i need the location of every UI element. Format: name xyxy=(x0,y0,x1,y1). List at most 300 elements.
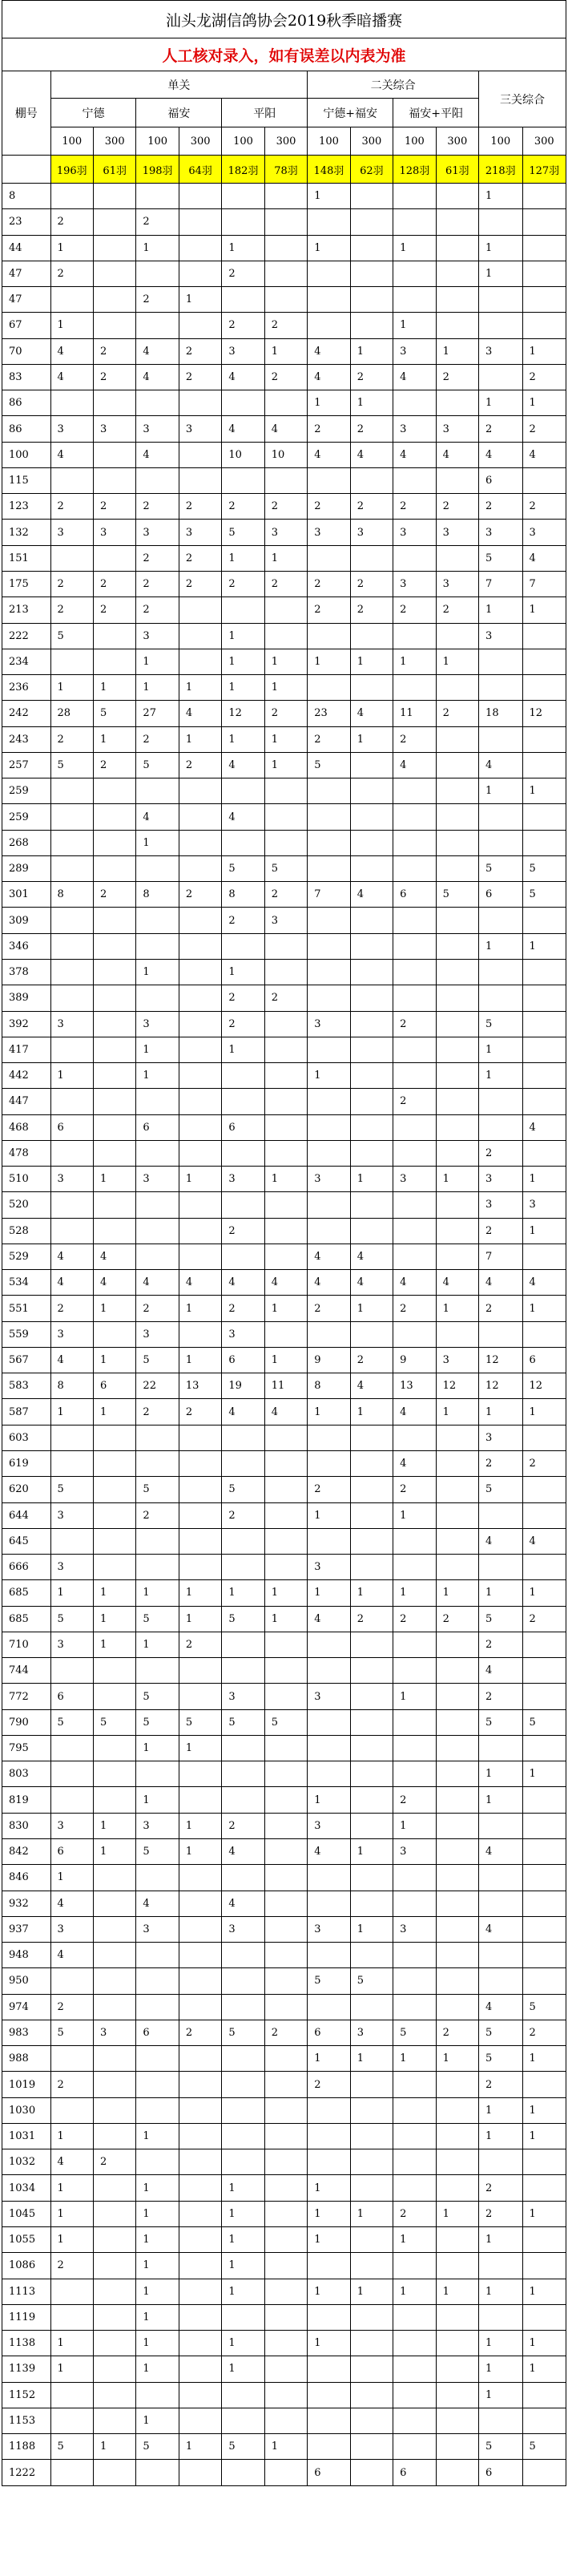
count-cell: 2 xyxy=(264,571,307,596)
count-cell xyxy=(93,1192,135,1218)
count-cell xyxy=(222,2046,264,2072)
count-cell xyxy=(222,1968,264,1994)
count-cell: 4 xyxy=(522,442,566,467)
table-row xyxy=(2,933,566,959)
count-cell: 4 xyxy=(393,1399,436,1425)
loft-number-cell: 47 xyxy=(2,261,51,286)
count-cell xyxy=(93,1943,135,1968)
count-cell xyxy=(350,1114,393,1140)
count-cell xyxy=(136,1658,179,1684)
count-cell: 4 xyxy=(222,416,264,442)
count-cell xyxy=(222,1943,264,1968)
count-cell xyxy=(393,390,436,416)
loft-number-cell: 86 xyxy=(2,416,51,442)
count-cell: 1 xyxy=(393,2226,436,2252)
count-cell: 3 xyxy=(179,520,221,545)
distance-header-cell: 300 xyxy=(522,127,566,156)
count-cell: 1 xyxy=(393,2279,436,2304)
table-row xyxy=(2,416,566,442)
count-cell xyxy=(93,933,135,959)
count-cell xyxy=(179,2356,221,2382)
table-row xyxy=(2,908,566,933)
count-cell xyxy=(393,1891,436,1916)
count-cell: 3 xyxy=(136,1011,179,1037)
count-cell xyxy=(308,1192,350,1218)
count-cell xyxy=(93,778,135,804)
count-cell xyxy=(222,2072,264,2097)
count-cell xyxy=(350,908,393,933)
count-cell: 1 xyxy=(436,1296,478,1321)
count-cell xyxy=(308,1528,350,1554)
count-cell: 2 xyxy=(264,882,307,908)
count-cell xyxy=(136,908,179,933)
count-cell xyxy=(50,1658,93,1684)
count-cell: 1 xyxy=(522,1761,566,1787)
count-cell: 2 xyxy=(479,1632,522,1657)
count-cell xyxy=(436,933,478,959)
count-cell xyxy=(350,545,393,571)
count-cell: 1 xyxy=(50,1580,93,1606)
count-cell: 6 xyxy=(50,1839,93,1865)
count-cell xyxy=(93,1684,135,1709)
count-cell: 1 xyxy=(350,390,393,416)
count-cell xyxy=(264,1244,307,1269)
count-cell: 3 xyxy=(93,416,135,442)
count-cell xyxy=(350,1709,393,1735)
count-cell: 1 xyxy=(393,1580,436,1606)
count-cell xyxy=(93,1477,135,1502)
count-cell: 3 xyxy=(264,908,307,933)
loft-number-cell: 70 xyxy=(2,338,51,364)
total-count-cell: 182羽 xyxy=(222,156,264,184)
count-cell: 18 xyxy=(479,701,522,726)
count-cell: 2 xyxy=(436,597,478,623)
count-cell: 1 xyxy=(136,1787,179,1813)
count-cell: 4 xyxy=(179,701,221,726)
count-cell: 2 xyxy=(93,571,135,596)
count-cell xyxy=(436,1477,478,1502)
count-cell: 6 xyxy=(308,2020,350,2045)
count-cell xyxy=(50,184,93,209)
count-cell xyxy=(93,442,135,467)
distance-header-cell: 300 xyxy=(179,127,221,156)
count-cell: 1 xyxy=(350,338,393,364)
count-cell xyxy=(393,778,436,804)
count-cell: 6 xyxy=(393,882,436,908)
count-cell: 1 xyxy=(50,1399,93,1425)
loft-number-cell: 685 xyxy=(2,1606,51,1632)
count-cell: 5 xyxy=(522,1994,566,2020)
count-cell xyxy=(50,1425,93,1450)
count-cell xyxy=(393,1321,436,1347)
loft-number-cell: 132 xyxy=(2,520,51,545)
count-cell: 3 xyxy=(136,623,179,649)
count-cell xyxy=(350,2097,393,2123)
count-cell xyxy=(264,2460,307,2485)
count-cell xyxy=(308,933,350,959)
count-cell xyxy=(436,1218,478,1244)
count-cell: 4 xyxy=(222,1270,264,1296)
count-cell xyxy=(179,1192,221,1218)
count-cell: 1 xyxy=(350,1399,393,1425)
count-cell: 1 xyxy=(222,2201,264,2226)
count-cell xyxy=(264,2201,307,2226)
table-row xyxy=(2,2279,566,2304)
count-cell xyxy=(179,1891,221,1916)
count-cell: 1 xyxy=(308,2226,350,2252)
loft-number-cell: 123 xyxy=(2,494,51,520)
count-cell: 2 xyxy=(522,1606,566,1632)
count-cell: 4 xyxy=(50,442,93,467)
loft-number-cell: 234 xyxy=(2,649,51,674)
count-cell: 1 xyxy=(393,2046,436,2072)
count-cell: 2 xyxy=(393,1606,436,1632)
count-cell: 1 xyxy=(522,778,566,804)
count-cell: 5 xyxy=(222,855,264,881)
count-cell xyxy=(264,1528,307,1554)
count-cell: 11 xyxy=(393,701,436,726)
count-cell: 1 xyxy=(479,184,522,209)
count-cell: 5 xyxy=(50,2434,93,2460)
count-cell: 6 xyxy=(136,1114,179,1140)
count-cell: 1 xyxy=(350,1580,393,1606)
count-cell: 1 xyxy=(93,1606,135,1632)
count-cell: 1 xyxy=(522,338,566,364)
count-cell xyxy=(264,1916,307,1942)
count-cell: 2 xyxy=(393,1089,436,1114)
count-cell xyxy=(308,623,350,649)
count-cell: 1 xyxy=(264,649,307,674)
count-cell xyxy=(436,1321,478,1347)
count-cell: 5 xyxy=(479,1709,522,1735)
count-cell xyxy=(264,2304,307,2330)
loft-number-cell: 236 xyxy=(2,675,51,701)
count-cell xyxy=(308,1632,350,1657)
count-cell: 3 xyxy=(93,520,135,545)
count-cell: 2 xyxy=(136,1399,179,1425)
count-cell: 4 xyxy=(136,442,179,467)
count-cell: 4 xyxy=(308,338,350,364)
count-cell xyxy=(436,804,478,830)
count-cell xyxy=(179,1063,221,1089)
count-cell: 3 xyxy=(308,1167,350,1192)
count-cell xyxy=(179,2175,221,2201)
count-cell xyxy=(264,1114,307,1140)
count-cell xyxy=(479,1968,522,1994)
count-cell xyxy=(93,1528,135,1554)
count-cell: 1 xyxy=(479,933,522,959)
count-cell: 3 xyxy=(308,1684,350,1709)
count-cell xyxy=(393,675,436,701)
count-cell: 3 xyxy=(308,1916,350,1942)
count-cell: 2 xyxy=(308,726,350,752)
count-cell xyxy=(436,545,478,571)
count-cell xyxy=(350,1555,393,1580)
count-cell: 2 xyxy=(522,364,566,390)
count-cell: 2 xyxy=(264,701,307,726)
count-cell: 2 xyxy=(93,2149,135,2175)
count-cell: 1 xyxy=(350,649,393,674)
count-cell: 5 xyxy=(136,1606,179,1632)
count-cell xyxy=(264,2408,307,2433)
count-cell xyxy=(350,1321,393,1347)
count-cell xyxy=(436,2123,478,2149)
count-cell: 2 xyxy=(479,1218,522,1244)
count-cell: 5 xyxy=(50,2020,93,2045)
count-cell xyxy=(93,287,135,313)
count-cell xyxy=(350,467,393,493)
count-cell xyxy=(522,313,566,338)
loft-number-cell: 44 xyxy=(2,235,51,261)
count-cell: 3 xyxy=(222,1167,264,1192)
count-cell: 3 xyxy=(50,520,93,545)
count-cell xyxy=(264,1891,307,1916)
count-cell: 1 xyxy=(93,1167,135,1192)
table-row xyxy=(2,2097,566,2123)
loft-number-cell: 685 xyxy=(2,1580,51,1606)
count-cell: 5 xyxy=(222,2020,264,2045)
count-cell: 1 xyxy=(50,2331,93,2356)
count-cell xyxy=(93,649,135,674)
count-cell: 2 xyxy=(393,1787,436,1813)
count-cell xyxy=(393,2149,436,2175)
count-cell xyxy=(308,985,350,1011)
count-cell xyxy=(522,2460,566,2485)
count-cell xyxy=(179,313,221,338)
count-cell: 23 xyxy=(308,701,350,726)
count-cell: 4 xyxy=(308,364,350,390)
count-cell xyxy=(264,1502,307,1528)
count-cell: 4 xyxy=(136,364,179,390)
count-cell: 2 xyxy=(479,1140,522,1166)
count-cell: 1 xyxy=(179,1167,221,1192)
count-cell: 4 xyxy=(479,1528,522,1554)
count-cell xyxy=(436,830,478,855)
table-row xyxy=(2,1244,566,1269)
count-cell xyxy=(264,1089,307,1114)
count-cell: 8 xyxy=(308,1373,350,1399)
count-cell xyxy=(350,855,393,881)
count-cell xyxy=(222,1555,264,1580)
total-count-cell: 196羽 xyxy=(50,156,93,184)
loft-number-cell: 8 xyxy=(2,184,51,209)
table-row xyxy=(2,1140,566,1166)
count-cell xyxy=(479,985,522,1011)
table-row xyxy=(2,882,566,908)
table-row xyxy=(2,2382,566,2408)
count-cell xyxy=(179,1477,221,1502)
count-cell xyxy=(350,830,393,855)
count-cell: 13 xyxy=(393,1373,436,1399)
loft-number-cell: 559 xyxy=(2,1321,51,1347)
count-cell: 1 xyxy=(179,1735,221,1761)
count-cell: 6 xyxy=(479,2460,522,2485)
count-cell: 3 xyxy=(522,1192,566,1218)
table-row xyxy=(2,1451,566,1477)
count-cell xyxy=(264,467,307,493)
count-cell: 1 xyxy=(436,2279,478,2304)
count-cell xyxy=(179,623,221,649)
count-cell xyxy=(179,261,221,286)
count-cell: 2 xyxy=(308,1477,350,1502)
count-cell xyxy=(93,2226,135,2252)
loft-number-cell: 583 xyxy=(2,1373,51,1399)
count-cell: 1 xyxy=(222,235,264,261)
count-cell xyxy=(136,1425,179,1450)
count-cell: 4 xyxy=(50,364,93,390)
table-row xyxy=(2,2072,566,2097)
count-cell xyxy=(350,1502,393,1528)
total-count-cell: 62羽 xyxy=(350,156,393,184)
count-cell: 7 xyxy=(479,1244,522,1269)
count-cell: 1 xyxy=(179,1839,221,1865)
count-cell: 1 xyxy=(222,2253,264,2279)
loft-number-cell: 666 xyxy=(2,1555,51,1580)
count-cell: 1 xyxy=(93,1347,135,1373)
count-cell xyxy=(93,545,135,571)
count-cell xyxy=(50,649,93,674)
total-count-cell: 148羽 xyxy=(308,156,350,184)
count-cell: 4 xyxy=(50,2149,93,2175)
loft-number-cell: 259 xyxy=(2,804,51,830)
count-cell xyxy=(136,2460,179,2485)
table-row xyxy=(2,2149,566,2175)
count-cell xyxy=(179,597,221,623)
count-cell: 4 xyxy=(136,1270,179,1296)
count-cell xyxy=(436,1684,478,1709)
count-cell: 3 xyxy=(222,1684,264,1709)
count-cell xyxy=(264,2253,307,2279)
count-cell: 2 xyxy=(393,1477,436,1502)
count-cell: 1 xyxy=(479,597,522,623)
count-cell xyxy=(222,2382,264,2408)
count-cell: 1 xyxy=(479,1580,522,1606)
count-cell xyxy=(522,1477,566,1502)
count-cell: 1 xyxy=(179,726,221,752)
count-cell: 2 xyxy=(136,726,179,752)
count-cell: 2 xyxy=(264,364,307,390)
count-cell xyxy=(93,1037,135,1062)
count-cell: 12 xyxy=(436,1373,478,1399)
count-cell xyxy=(436,1761,478,1787)
count-cell xyxy=(350,1994,393,2020)
count-cell xyxy=(222,184,264,209)
count-cell xyxy=(393,2304,436,2330)
loft-number-cell: 528 xyxy=(2,1218,51,1244)
count-cell xyxy=(50,390,93,416)
count-cell xyxy=(522,235,566,261)
table-row xyxy=(2,235,566,261)
count-cell xyxy=(308,959,350,985)
count-cell xyxy=(179,2097,221,2123)
count-cell xyxy=(522,2408,566,2433)
count-cell xyxy=(522,1089,566,1114)
count-cell xyxy=(264,1735,307,1761)
count-cell xyxy=(93,1425,135,1450)
count-cell: 1 xyxy=(222,675,264,701)
count-cell xyxy=(264,623,307,649)
count-cell xyxy=(136,1994,179,2020)
count-cell: 1 xyxy=(436,1399,478,1425)
count-cell: 1 xyxy=(308,1787,350,1813)
count-cell: 1 xyxy=(308,390,350,416)
count-cell: 2 xyxy=(350,1606,393,1632)
count-cell: 22 xyxy=(136,1373,179,1399)
count-cell xyxy=(522,726,566,752)
count-cell xyxy=(522,467,566,493)
count-cell xyxy=(93,390,135,416)
table-row xyxy=(2,649,566,674)
count-cell xyxy=(264,2149,307,2175)
table-row xyxy=(2,701,566,726)
count-cell xyxy=(136,1865,179,1891)
count-cell: 2 xyxy=(393,1296,436,1321)
count-cell xyxy=(179,2408,221,2433)
count-cell xyxy=(264,1839,307,1865)
count-cell xyxy=(179,1943,221,1968)
count-cell: 4 xyxy=(50,1270,93,1296)
count-cell xyxy=(479,209,522,235)
count-cell: 2 xyxy=(436,1606,478,1632)
count-cell: 3 xyxy=(136,1321,179,1347)
count-cell: 3 xyxy=(308,1813,350,1838)
count-cell: 5 xyxy=(136,1709,179,1735)
loft-number-cell: 842 xyxy=(2,1839,51,1865)
count-cell xyxy=(436,2331,478,2356)
count-cell: 12 xyxy=(522,1373,566,1399)
count-cell: 1 xyxy=(222,623,264,649)
count-cell xyxy=(179,649,221,674)
count-cell: 2 xyxy=(50,726,93,752)
table-row xyxy=(2,1321,566,1347)
count-cell: 1 xyxy=(350,1296,393,1321)
count-cell: 2 xyxy=(136,287,179,313)
count-cell: 1 xyxy=(93,1813,135,1838)
loft-number-cell: 846 xyxy=(2,1865,51,1891)
count-cell: 4 xyxy=(222,752,264,778)
count-cell xyxy=(350,1063,393,1089)
count-cell: 1 xyxy=(308,2331,350,2356)
count-cell xyxy=(50,985,93,1011)
count-cell xyxy=(264,1968,307,1994)
count-cell xyxy=(436,1192,478,1218)
count-cell xyxy=(179,959,221,985)
table-row xyxy=(2,1477,566,1502)
count-cell: 1 xyxy=(179,1347,221,1373)
count-cell xyxy=(264,261,307,286)
count-cell xyxy=(308,1140,350,1166)
count-cell: 3 xyxy=(50,1321,93,1347)
sub-header-pingyang: 平阳 xyxy=(222,99,308,127)
count-cell xyxy=(50,1089,93,1114)
count-cell xyxy=(436,1140,478,1166)
count-cell xyxy=(393,287,436,313)
count-cell xyxy=(308,2408,350,2433)
count-cell: 2 xyxy=(393,1011,436,1037)
count-cell: 1 xyxy=(522,2356,566,2382)
count-cell xyxy=(93,1555,135,1580)
table-row xyxy=(2,1502,566,1528)
count-cell: 3 xyxy=(50,1502,93,1528)
count-cell: 2 xyxy=(50,209,93,235)
count-cell xyxy=(350,1632,393,1657)
count-cell xyxy=(393,1037,436,1062)
count-cell xyxy=(479,313,522,338)
total-count-cell: 128羽 xyxy=(393,156,436,184)
count-cell xyxy=(264,287,307,313)
table-row xyxy=(2,1968,566,1994)
count-cell: 2 xyxy=(393,597,436,623)
